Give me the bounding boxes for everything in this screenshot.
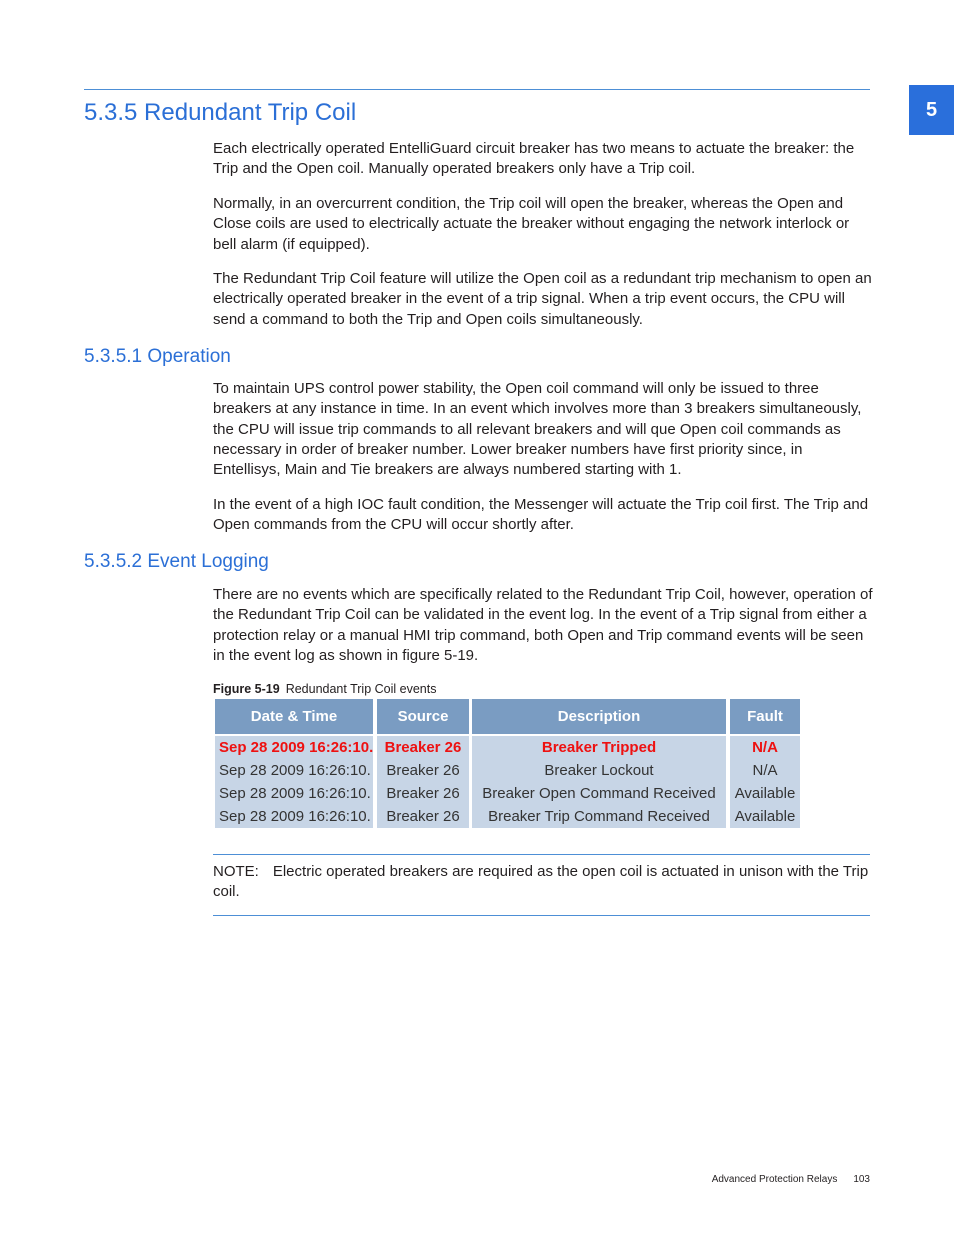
- table-cell-date: Sep 28 2009 16:26:10.: [215, 805, 373, 828]
- intro-paragraph-2: Normally, in an overcurrent condition, the Trip coil will open the breaker, whereas the Open and Close coils are used to electrically actuate the breaker without engaging the network interlock or bell alarm (if equipped).: [213, 195, 850, 253]
- table-cell-fault: Available: [730, 805, 800, 828]
- operation-paragraph-1: To maintain UPS control power stability, the Open coil command will only be issued to three breakers at any instance in time. In an event which involves more than 3 breakers simultaneously, the CPU will issue trip commands to all relevant breakers and will que Open coil commands as necessary in order of breaker number. Lower breaker numbers have first priority since, in Entellisys, Main and Tie breakers are always numbered starting with 1.: [213, 380, 862, 479]
- page-number: 103: [853, 1174, 870, 1185]
- table-cell-description: Breaker Lockout: [472, 759, 726, 782]
- table-cell-fault: Available: [730, 782, 800, 805]
- event-log-table: [213, 699, 802, 828]
- table-cell-fault: N/A: [730, 759, 800, 782]
- operation-paragraph-2: In the event of a high IOC fault condition, the Messenger will actuate the Trip coil first. The Trip and Open commands from the CPU will occur shortly after.: [213, 496, 869, 534]
- column-header-fault[interactable]: Fault: [730, 699, 800, 734]
- intro-paragraph-1: Each electrically operated EntelliGuard circuit breaker has two means to actuate the breaker: the Trip and the Open coil. Manually operated breakers only have a Trip coil.: [213, 140, 855, 178]
- column-header-description[interactable]: Description: [472, 699, 726, 734]
- table-cell-source: Breaker 26: [377, 782, 469, 805]
- footer-title: Advanced Protection Relays: [711, 1174, 838, 1185]
- page-footer: [712, 1174, 870, 1185]
- figure-caption-text: Redundant Trip Coil events: [285, 682, 437, 696]
- event-logging-paragraph: There are no events which are specifically related to the Redundant Trip Coil, however, operation of the Redundant Trip Coil can be validated in the event log. In the event of a Trip signal from either a protection relay or a manual HMI trip command, both Open and Trip command events will be seen in the event log as shown in figure 5-19.: [213, 586, 873, 664]
- top-rule: [84, 89, 870, 90]
- note-label: NOTE:: [213, 863, 259, 880]
- table-cell-description: Breaker Tripped: [472, 736, 726, 759]
- table-cell-fault: N/A: [730, 736, 800, 759]
- column-header-date-time[interactable]: Date & Time: [215, 699, 373, 734]
- figure-number: Figure 5-19: [213, 682, 280, 696]
- table-cell-source: Breaker 26: [377, 759, 469, 782]
- section-heading: 5.3.5 Redundant Trip Coil: [84, 99, 357, 126]
- table-cell-date: Sep 28 2009 16:26:10.: [215, 782, 373, 805]
- chapter-tab[interactable]: 5: [909, 85, 954, 135]
- table-cell-description: Breaker Open Command Received: [472, 782, 726, 805]
- table-cell-source: Breaker 26: [377, 736, 469, 759]
- note-block: [213, 862, 870, 903]
- operation-heading: 5.3.5.1 Operation: [84, 346, 231, 367]
- column-header-source[interactable]: Source: [377, 699, 469, 734]
- figure-caption: [213, 682, 436, 696]
- note-text: Electric operated breakers are required as the open coil is actuated in unison with the Trip coil.: [213, 863, 869, 901]
- table-cell-source: Breaker 26: [377, 805, 469, 828]
- intro-paragraph-3: The Redundant Trip Coil feature will utilize the Open coil as a redundant trip mechanism to open an electrically operated breaker in the event of a trip signal. When a trip event occurs, the CPU will send a command to both the Trip and Open coils simultaneously.: [213, 270, 872, 328]
- table-cell-date: Sep 28 2009 16:26:10.: [215, 736, 373, 759]
- table-cell-date: Sep 28 2009 16:26:10.: [215, 759, 373, 782]
- note-top-rule: [213, 854, 870, 855]
- note-bottom-rule: [213, 915, 870, 916]
- table-cell-description: Breaker Trip Command Received: [472, 805, 726, 828]
- event-logging-heading: 5.3.5.2 Event Logging: [84, 551, 269, 572]
